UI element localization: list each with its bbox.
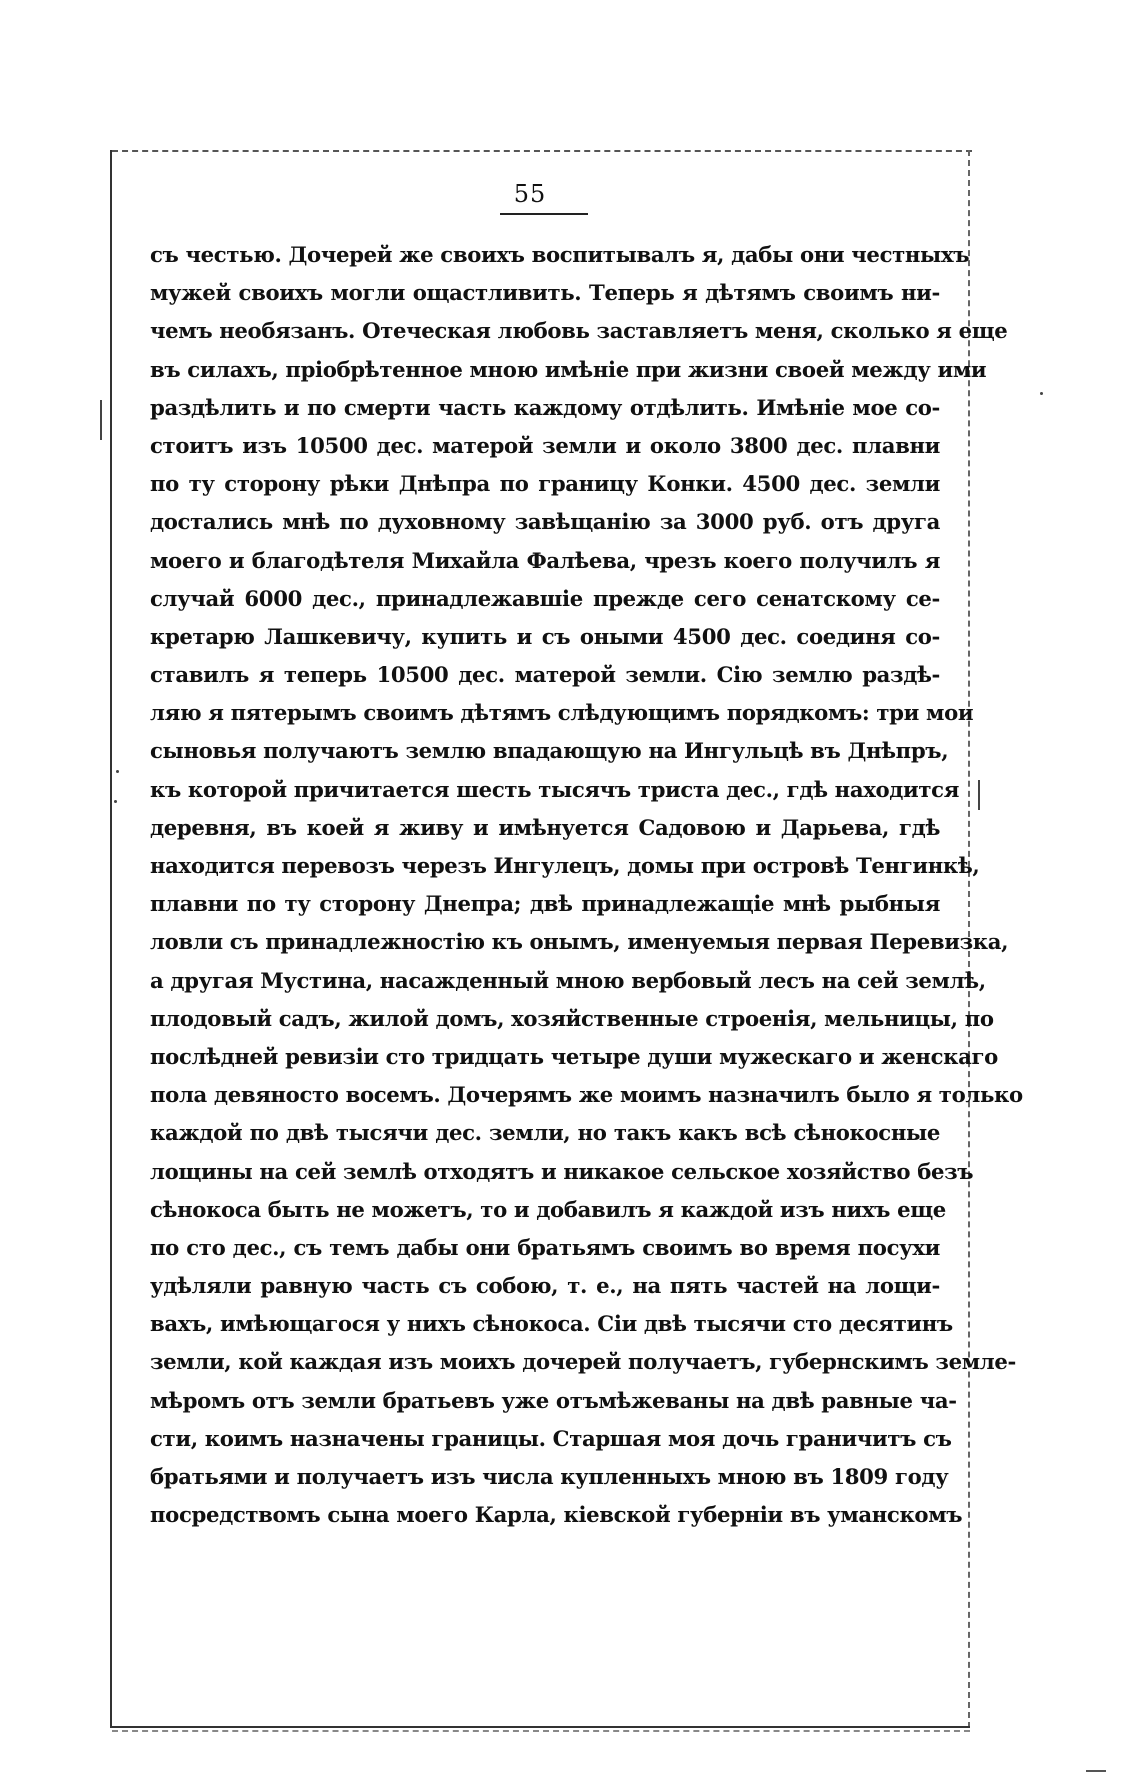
text-line: плавни по ту сторону Днепра; двѣ принадлежащіе мнѣ рыбныя — [150, 891, 940, 917]
text-line: ловли съ принадлежностію къ онымъ, именуемыя первая Перевизка, — [150, 929, 1009, 955]
text-line: раздѣлить и по смерти часть каждому отдѣлить. Имѣніе мое со- — [150, 394, 940, 420]
frame-top-border — [112, 150, 972, 152]
text-line: находится перевозъ черезъ Ингулецъ, домы при островѣ Тенгинкѣ, — [150, 853, 980, 878]
text-line: вахъ, имѣющагося у нихъ сѣнокоса. Сіи двѣ тысячи сто десятинъ — [150, 1311, 953, 1337]
text-line: мѣромъ отъ земли братьевъ уже отъмѣжеваны на двѣ равные ча- — [150, 1387, 957, 1413]
text-line: посредствомъ сына моего Карла, кіевской губерніи въ уманскомъ — [150, 1502, 963, 1528]
scan-speck — [114, 800, 117, 803]
text-line: сыновья получаютъ землю впадающую на Ингульцѣ въ Днѣпръ, — [150, 738, 949, 764]
text-line: чемъ необязанъ. Отеческая любовь заставляетъ меня, сколько я еще — [150, 318, 1008, 344]
text-line: моего и благодѣтеля Михайла Фалѣева, чрезъ коего получилъ я — [150, 547, 940, 573]
text-line: случай 6000 дес., принадлежавшіе прежде сего сенатскому се- — [150, 585, 940, 611]
frame-bottom-dashes — [112, 1730, 970, 1732]
text-line: достались мнѣ по духовному завѣщанію за 3000 руб. отъ друга — [150, 509, 940, 535]
text-line: деревня, въ коей я живу и имѣнуется Садовою и Дарьева, гдѣ — [150, 814, 940, 840]
text-line: братьями и получаетъ изъ числа купленныхъ мною въ 1809 году — [150, 1464, 949, 1489]
text-line: плодовый садъ, жилой домъ, хозяйственные строенія, мельницы, по — [150, 1005, 994, 1031]
scan-corner-mark — [1086, 1770, 1106, 1772]
text-line: а другая Мустина, насажденный мною вербовый лесъ на сей землѣ, — [150, 967, 986, 993]
text-line: по сто дес., съ темъ дабы они братьямъ своимъ во время посухи — [150, 1234, 940, 1260]
scan-edge-mark — [978, 780, 980, 810]
scan-speck — [1040, 392, 1043, 395]
text-line: лощины на сей землѣ отходятъ и никакое сельское хозяйство безъ — [150, 1158, 974, 1184]
text-line: сти, коимъ назначены границы. Старшая моя дочь граничитъ съ — [150, 1425, 952, 1451]
text-line: ставилъ я теперь 10500 дес. матерой земли. Сію землю раздѣ- — [150, 662, 940, 688]
text-line: съ честью. Дочерей же своихъ воспитывалъ я, дабы они честныхъ — [150, 242, 970, 267]
frame-left-border — [110, 150, 112, 1728]
text-line: земли, кой каждая изъ моихъ дочерей получаетъ, губернскимъ земле- — [150, 1349, 1016, 1375]
text-line: кретарю Лашкевичу, купить и съ оными 4500 дес. соединя со- — [150, 623, 940, 649]
page-number: 55 — [513, 180, 547, 208]
text-line: каждой по двѣ тысячи дес. земли, но такъ какъ всѣ сѣнокосные — [150, 1120, 940, 1146]
text-line: мужей своихъ могли ощастливить. Теперь я дѣтямъ своимъ ни- — [150, 280, 940, 306]
text-line: пола девяносто восемъ. Дочерямъ же моимъ назначилъ было я только — [150, 1082, 1023, 1108]
text-line: стоитъ изъ 10500 дес. матерой земли и около 3800 дес. плавни — [150, 432, 940, 458]
text-line: къ которой причитается шесть тысячъ триста дес., гдѣ находится — [150, 776, 960, 802]
body-text — [150, 236, 1023, 1534]
text-line: въ силахъ, пріобрѣтенное мною имѣніе при жизни своей между ими — [150, 356, 987, 382]
text-line: удѣляли равную часть съ собою, т. е., на пять частей на лощи- — [150, 1273, 940, 1299]
scan-speck — [116, 770, 119, 773]
text-line: ляю я пятерымъ своимъ дѣтямъ слѣдующимъ порядкомъ: три мои — [150, 700, 974, 726]
page-number-rule — [500, 213, 588, 215]
text-line: послѣдней ревизіи сто тридцать четыре души мужескаго и женскаго — [150, 1043, 998, 1069]
frame-bottom-border — [112, 1726, 970, 1728]
scan-edge-mark — [100, 400, 102, 440]
text-line: по ту сторону рѣки Днѣпра по границу Конки. 4500 дес. земли — [150, 471, 940, 497]
text-line: сѣнокоса быть не можетъ, то и добавилъ я каждой изъ нихъ еще — [150, 1196, 946, 1222]
